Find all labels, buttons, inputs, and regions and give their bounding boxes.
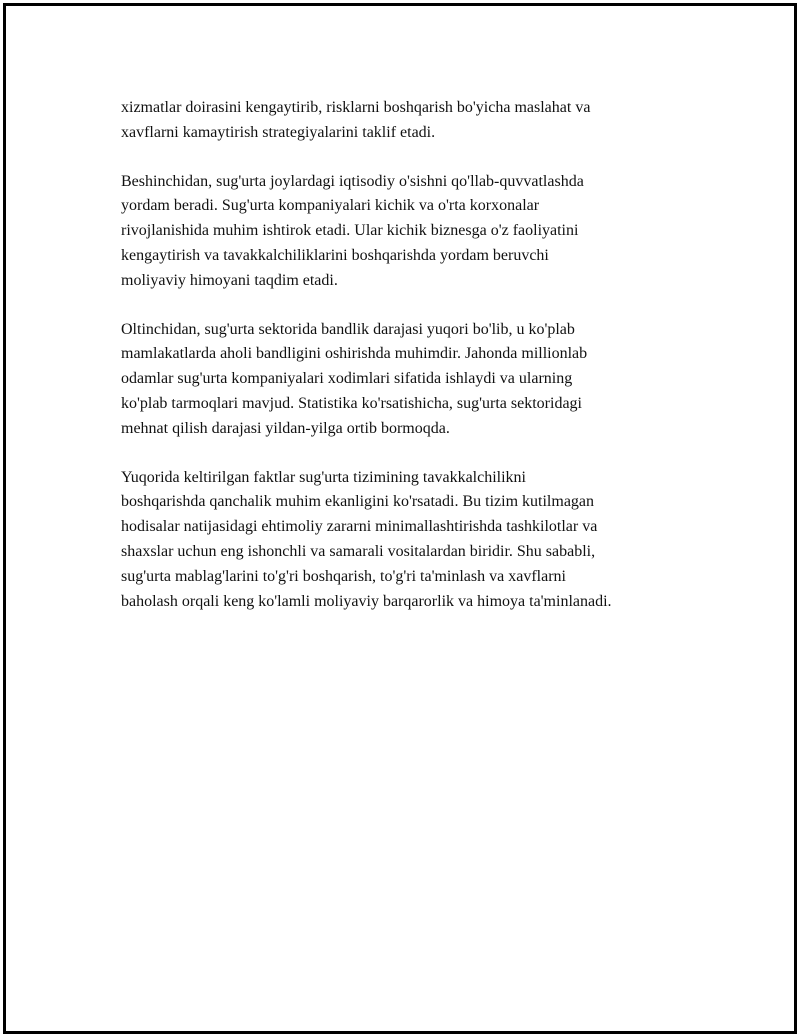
document-body xyxy=(121,96,701,638)
paragraph-conclusion: Yuqorida keltirilgan faktlar sug'urta tizimining tavakkalchilikni boshqarishda qanchalik muhim ekanligini ko'rsatadi. Bu tizim kutilmagan hodisalar natijasidagi ehtimoliy zararni minimallashtirishda tashkilotlar va shaxslar uchun eng ishonchli va samarali vositalardan biridir. Shu sababli, sug'urta mablag'larini to'g'ri boshqarish, to'g'ri ta'minlash va xavflarni baholash orqali keng ko'lamli moliyaviy barqarorlik va himoya ta'minlanadi. xyxy=(121,468,612,610)
paragraph-continuation: xizmatlar doirasini kengaytirib, risklarni boshqarish bo'yicha maslahat va xavflarni kamaytirish strategiyalarini taklif etadi. xyxy=(121,99,591,141)
paragraph-sixth-point: Oltinchidan, sug'urta sektorida bandlik darajasi yuqori bo'lib, u ko'plab mamlakatlarda aholi bandligini oshirishda muhimdir. Jahonda millionlab odamlar sug'urta kompaniyalari xodimlari sifatida ishlaydi va ularning ko'plab tarmoqlari mavjud. Statistika ko'rsatishicha, sug'urta sektoridagi mehnat qilish darajasi yildan-yilga ortib bormoqda. xyxy=(121,320,588,437)
paragraph-fifth-point: Beshinchidan, sug'urta joylardagi iqtisodiy o'sishni qo'llab-quvvatlashda yordam beradi. Sug'urta kompaniyalari kichik va o'rta korxonalar rivojlanishida muhim ishtirok etadi. Ular kichik biznesga o'z faoliyatini kengaytirish va tavakkalchiliklarini boshqarishda yordam beruvchi moliyaviy himoyani taqdim etadi. xyxy=(121,172,584,289)
page-border xyxy=(3,3,797,1034)
